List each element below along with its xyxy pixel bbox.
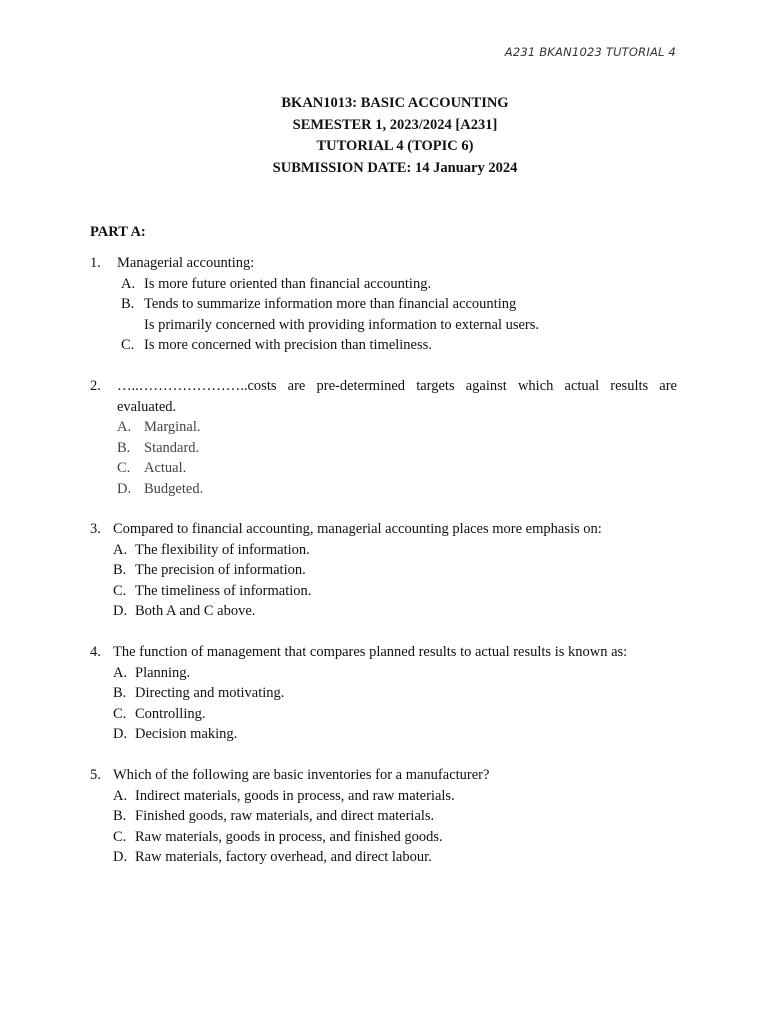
- answer-options: [90, 274, 677, 356]
- option-text: Planning.: [135, 664, 191, 681]
- answer-option-c: [90, 827, 677, 848]
- option-letter: B.: [113, 562, 127, 578]
- question-text: Managerial accounting:: [117, 255, 255, 271]
- answer-option-d: [90, 479, 677, 500]
- option-letter: A.: [113, 541, 128, 558]
- answer-options: [90, 540, 677, 622]
- question-stem: [90, 765, 677, 786]
- option-text: Actual.: [144, 460, 187, 476]
- title-block: [0, 93, 768, 179]
- option-letter: C.: [113, 582, 127, 599]
- option-text: Marginal.: [144, 419, 201, 435]
- option-letter: C.: [121, 337, 135, 353]
- answer-option-b-continuation: [90, 315, 677, 336]
- question-stem: [90, 519, 677, 540]
- answer-option-a: [90, 417, 677, 438]
- answer-option-c: [90, 581, 677, 602]
- answer-option-a: [90, 786, 677, 807]
- option-text: Budgeted.: [144, 480, 204, 497]
- option-text: Is primarily concerned with providing information to external users.: [144, 316, 540, 333]
- option-letter: D.: [113, 849, 128, 865]
- option-text: Is more future oriented than financial accounting.: [144, 275, 432, 292]
- answer-option-d: [90, 847, 677, 868]
- question-stem: [90, 376, 677, 417]
- question-5: [90, 765, 677, 868]
- question-number: 4.: [90, 644, 101, 660]
- option-text: Controlling.: [135, 705, 206, 722]
- option-letter: C.: [117, 460, 131, 476]
- question-stem: [90, 642, 677, 663]
- answer-option-d: [90, 601, 677, 622]
- answer-option-b: [90, 294, 677, 315]
- option-letter: D.: [117, 480, 132, 497]
- answer-option-c: [90, 335, 677, 356]
- answer-option-b: [90, 560, 677, 581]
- question-1: [90, 253, 677, 356]
- option-letter: A.: [113, 787, 128, 804]
- question-4: [90, 642, 677, 745]
- answer-option-b: [90, 806, 677, 827]
- course-title: BKAN1013: BASIC ACCOUNTING: [281, 95, 509, 111]
- question-stem: [90, 253, 677, 274]
- answer-options: [90, 417, 677, 499]
- answer-option-b: [90, 683, 677, 704]
- answer-option-a: [90, 663, 677, 684]
- answer-option-a: [90, 274, 677, 295]
- option-letter: D.: [113, 726, 128, 742]
- answer-option-a: [90, 540, 677, 561]
- option-text: Directing and motivating.: [135, 685, 285, 701]
- option-letter: A.: [121, 275, 136, 292]
- question-3: [90, 519, 677, 622]
- option-text: Raw materials, goods in process, and finished goods.: [135, 828, 443, 845]
- question-text: Which of the following are basic inventories for a manufacturer?: [113, 767, 490, 783]
- answer-options: [90, 786, 677, 868]
- answer-option-c: [90, 704, 677, 725]
- question-number: 1.: [90, 255, 101, 271]
- question-number: 5.: [90, 767, 101, 783]
- part-a-heading: PART A:: [90, 224, 146, 240]
- option-text: Both A and C above.: [135, 603, 256, 619]
- option-letter: B.: [113, 808, 127, 824]
- option-text: Standard.: [144, 439, 200, 456]
- option-letter: B.: [121, 296, 135, 312]
- semester-line: SEMESTER 1, 2023/2024 [A231]: [292, 116, 498, 133]
- question-number: 2.: [90, 378, 101, 394]
- option-letter: C.: [113, 705, 127, 722]
- option-text: The flexibility of information.: [135, 541, 310, 558]
- question-text: …..…………………..costs are pre-determined targets against which actual results are evaluated.: [117, 378, 677, 415]
- answer-option-b: [90, 438, 677, 459]
- option-text: The timeliness of information.: [135, 582, 312, 599]
- option-letter: B.: [113, 685, 127, 701]
- option-text: The precision of information.: [135, 562, 306, 578]
- question-text: Compared to financial accounting, managerial accounting places more emphasis on:: [113, 521, 602, 537]
- option-text: Is more concerned with precision than timeliness.: [144, 337, 432, 353]
- answer-option-c: [90, 458, 677, 479]
- answer-option-d: [90, 724, 677, 745]
- option-letter: D.: [113, 603, 128, 619]
- question-number: 3.: [90, 521, 101, 537]
- question-2: [90, 376, 677, 499]
- option-letter: A.: [113, 664, 128, 681]
- option-letter: C.: [113, 828, 127, 845]
- option-letter: B.: [117, 439, 131, 456]
- option-text: Finished goods, raw materials, and direct materials.: [135, 808, 435, 824]
- running-header: A231 BKAN1023 TUTORIAL 4: [504, 45, 676, 59]
- submission-date-line: SUBMISSION DATE: 14 January 2024: [272, 159, 518, 176]
- option-text: Tends to summarize information more than financial accounting: [144, 296, 517, 312]
- option-letter: A.: [117, 419, 132, 435]
- question-text: The function of management that compares planned results to actual results is known as:: [113, 644, 628, 660]
- answer-options: [90, 663, 677, 745]
- option-text: Indirect materials, goods in process, and raw materials.: [135, 787, 455, 804]
- option-text: Raw materials, factory overhead, and direct labour.: [135, 849, 432, 865]
- option-text: Decision making.: [135, 726, 238, 742]
- tutorial-line: TUTORIAL 4 (TOPIC 6): [316, 138, 474, 155]
